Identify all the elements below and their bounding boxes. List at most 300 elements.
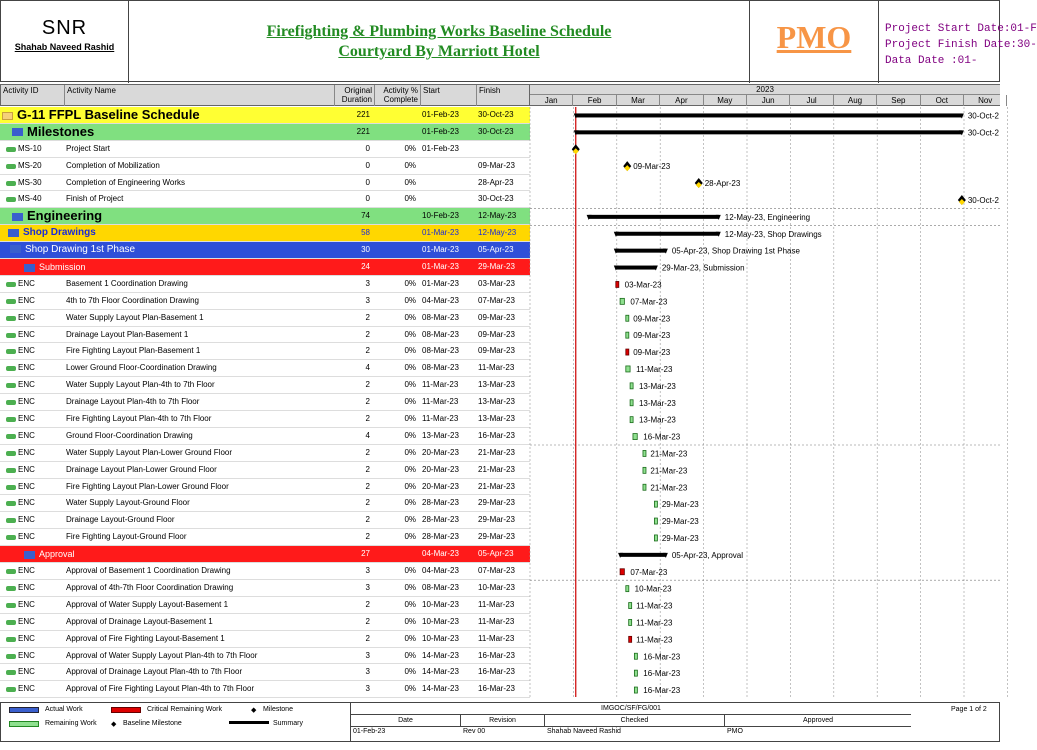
finish-date: 09-Mar-23 xyxy=(478,160,515,170)
activity-id: ENC xyxy=(0,631,64,647)
percent-complete: 0% xyxy=(404,177,416,187)
start-date: 01-Mar-23 xyxy=(422,228,459,238)
percent-complete: 0% xyxy=(404,616,416,626)
start-date: 08-Mar-23 xyxy=(422,582,459,592)
bar-label: 07-Mar-23 xyxy=(630,297,668,307)
start-date: 04-Mar-23 xyxy=(422,566,459,576)
activity-bar[interactable] xyxy=(643,450,646,456)
finish-date: 12-May-23 xyxy=(478,228,517,238)
start-date: 08-Mar-23 xyxy=(422,346,459,356)
activity-name: Fire Fighting Layout Plan-Lower Ground Floor xyxy=(66,481,229,491)
duration: 2 xyxy=(365,346,370,356)
activity-row[interactable] xyxy=(0,175,530,192)
activity-row[interactable] xyxy=(0,597,530,614)
col-activity-name[interactable]: Activity Name xyxy=(65,85,335,106)
percent-complete: 0% xyxy=(404,515,416,525)
wbs-name-text: Submission xyxy=(39,262,86,273)
start-date: 11-Mar-23 xyxy=(422,397,459,407)
start-date: 20-Mar-23 xyxy=(422,481,459,491)
activity-name: Drainage Layout Plan-4th to 7th Floor xyxy=(66,397,200,407)
document-number: IMGOC/SF/FG/001 xyxy=(351,703,911,715)
duration: 2 xyxy=(365,532,370,542)
activity-bar[interactable] xyxy=(626,315,629,321)
percent-complete: 0% xyxy=(404,143,416,153)
timeline-year: 2023 xyxy=(530,85,1000,95)
col-activity-id[interactable]: Activity ID xyxy=(1,85,65,106)
activity-row[interactable] xyxy=(0,512,530,529)
duration: 2 xyxy=(365,599,370,609)
critical-activity-bar[interactable] xyxy=(629,636,632,642)
critical-activity-bar[interactable] xyxy=(616,281,619,287)
activity-row[interactable] xyxy=(0,158,530,175)
actual-work-swatch xyxy=(9,707,39,713)
duration: 4 xyxy=(365,363,370,373)
activity-id: ENC xyxy=(0,681,64,697)
finish-date: 13-Mar-23 xyxy=(478,380,515,390)
summary-swatch xyxy=(229,721,269,724)
start-date xyxy=(420,158,474,174)
start-date: 14-Mar-23 xyxy=(422,650,459,660)
wbs-name-text: Approval xyxy=(39,549,75,560)
activity-name: Fire Fighting Layout Plan-4th to 7th Floor xyxy=(66,414,212,424)
activity-id: ENC xyxy=(0,377,64,393)
wbs-name-text: Shop Drawing 1st Phase xyxy=(25,244,136,256)
wbs-icon xyxy=(12,128,23,136)
percent-complete: 0% xyxy=(404,464,416,474)
activity-bar[interactable] xyxy=(626,366,630,372)
duration: 2 xyxy=(365,633,370,643)
activity-id: ENC xyxy=(0,462,64,478)
month-jun: Jun xyxy=(747,95,790,106)
wbs-row[interactable] xyxy=(0,107,530,124)
activity-name: Water Supply Layout-Ground Floor xyxy=(66,498,190,508)
percent-complete: 0% xyxy=(404,667,416,677)
bar-label: 29-Mar-23 xyxy=(661,533,699,543)
duration: 24 xyxy=(361,262,370,272)
activity-row[interactable] xyxy=(0,343,530,360)
finish-date: 09-Mar-23 xyxy=(478,346,515,356)
duration: 3 xyxy=(365,684,370,694)
finish-date: 13-Mar-23 xyxy=(478,414,515,424)
bar-label: 13-Mar-23 xyxy=(638,381,676,391)
duration: 74 xyxy=(361,211,370,221)
activity-row[interactable] xyxy=(0,276,530,293)
summary-bar[interactable] xyxy=(589,215,719,219)
remaining-work-swatch xyxy=(9,721,39,727)
activity-row[interactable] xyxy=(0,479,530,496)
start-date: 10-Feb-23 xyxy=(422,211,459,221)
duration: 58 xyxy=(361,228,370,238)
bar-label: 12-May-23, Shop Drawings xyxy=(724,229,822,239)
percent-complete: 0% xyxy=(404,363,416,373)
activity-name: Fire Fighting Layout Plan-Basement 1 xyxy=(66,346,201,356)
wbs-icon xyxy=(10,245,21,253)
activity-row[interactable] xyxy=(0,445,530,462)
wbs-row[interactable] xyxy=(0,225,530,242)
bar-label: 29-Mar-23 xyxy=(661,517,699,527)
col-finish[interactable]: Finish xyxy=(477,85,531,106)
month-oct: Oct xyxy=(921,95,964,106)
duration: 2 xyxy=(365,447,370,457)
wbs-icon xyxy=(8,229,19,237)
activity-id: ENC xyxy=(0,648,64,664)
col-start[interactable]: Start xyxy=(421,85,477,106)
logo-subtext: Shahab Naveed Rashid xyxy=(14,42,115,52)
activity-name: Completion of Engineering Works xyxy=(66,177,186,187)
percent-complete: 0% xyxy=(404,295,416,305)
activity-bar[interactable] xyxy=(643,484,646,490)
finish-date: 16-Mar-23 xyxy=(478,650,515,660)
finish-date xyxy=(476,141,530,157)
percent-complete: 0% xyxy=(404,532,416,542)
duration: 2 xyxy=(365,498,370,508)
start-date: 01-Mar-23 xyxy=(422,262,459,272)
activity-row[interactable] xyxy=(0,529,530,546)
date-header: Date xyxy=(351,715,461,727)
checked-header: Checked xyxy=(545,715,725,727)
bar-label: 29-Mar-23, Submission xyxy=(661,263,745,273)
activity-name: Approval of Drainage Layout Plan-4th to 7th Floor xyxy=(66,667,243,677)
bar-label: 21-Mar-23 xyxy=(650,483,688,493)
revision-block xyxy=(351,703,911,741)
finish-date: 05-Apr-23 xyxy=(478,245,514,255)
revision-value: Rev 00 xyxy=(463,728,486,735)
start-date xyxy=(420,175,474,191)
percent-complete xyxy=(374,107,418,123)
activity-id: ENC xyxy=(0,327,64,343)
start-date: 10-Mar-23 xyxy=(422,616,459,626)
activity-bar[interactable] xyxy=(630,383,633,389)
start-date: 10-Mar-23 xyxy=(422,633,459,643)
bar-label: 16-Mar-23 xyxy=(643,669,681,679)
activity-row[interactable] xyxy=(0,614,530,631)
bar-label: 07-Mar-23 xyxy=(630,567,668,577)
start-date: 11-Mar-23 xyxy=(422,414,459,424)
activity-name xyxy=(24,546,332,562)
activity-bar[interactable] xyxy=(654,501,657,507)
activity-id: ENC xyxy=(0,580,64,596)
percent-complete xyxy=(374,124,418,140)
activity-bar[interactable] xyxy=(629,619,632,625)
schedule-title xyxy=(129,1,749,83)
duration: 221 xyxy=(356,110,370,119)
bar-label: 16-Mar-23 xyxy=(643,652,681,662)
start-date: 01-Feb-23 xyxy=(422,126,459,136)
activity-name: Water Supply Layout Plan-4th to 7th Floor xyxy=(66,380,215,390)
percent-complete: 0% xyxy=(404,566,416,576)
activity-bar[interactable] xyxy=(654,535,657,541)
finish-date: 30-Oct-23 xyxy=(478,194,514,204)
start-date: 04-Mar-23 xyxy=(422,549,459,559)
activity-row[interactable] xyxy=(0,664,530,681)
activity-row[interactable] xyxy=(0,394,530,411)
bar-label: 12-May-23, Engineering xyxy=(724,212,811,222)
project-start-date: Project Start Date:01-F xyxy=(885,23,1037,35)
col-duration[interactable]: Original Duration xyxy=(335,85,375,106)
finish-date: 16-Mar-23 xyxy=(478,430,515,440)
start-date: 20-Mar-23 xyxy=(422,464,459,474)
wbs-row[interactable] xyxy=(0,208,530,225)
wbs-row[interactable] xyxy=(0,546,530,563)
date-value: 01-Feb-23 xyxy=(353,728,386,735)
project-dates xyxy=(885,21,1037,69)
activity-row[interactable] xyxy=(0,631,530,648)
month-may: May xyxy=(704,95,747,106)
finish-date: 16-Mar-23 xyxy=(478,667,515,677)
start-date: 01-Mar-23 xyxy=(422,245,459,255)
percent-complete: 0% xyxy=(404,312,416,322)
percent-complete: 0% xyxy=(404,194,416,204)
percent-complete: 0% xyxy=(404,684,416,694)
activity-table xyxy=(0,107,530,698)
bar-label: 21-Mar-23 xyxy=(650,449,688,459)
activity-name: Fire Fighting Layout-Ground Floor xyxy=(66,532,187,542)
report-header xyxy=(0,0,1037,82)
bar-label: 29-Mar-23 xyxy=(661,500,699,510)
bar-label: 11-Mar-23 xyxy=(636,635,673,645)
activity-name: Completion of Mobilization xyxy=(66,160,160,170)
start-date: 20-Mar-23 xyxy=(422,447,459,457)
legend-actual: Actual Work xyxy=(45,706,83,713)
activity-id: ENC xyxy=(0,293,64,309)
finish-date: 10-Mar-23 xyxy=(478,582,515,592)
activity-id: ENC xyxy=(0,310,64,326)
activity-bar[interactable] xyxy=(626,332,629,338)
activity-bar[interactable] xyxy=(633,434,637,440)
duration: 3 xyxy=(365,650,370,660)
finish-date: 09-Mar-23 xyxy=(478,312,515,322)
activity-name: Approval of Water Supply Layout Plan-4th to 7th Floor xyxy=(66,650,258,660)
summary-bar[interactable] xyxy=(616,232,719,236)
activity-name: Drainage Layout-Ground Floor xyxy=(66,515,175,525)
percent-complete xyxy=(374,225,418,241)
activity-name: Drainage Layout Plan-Lower Ground Floor xyxy=(66,464,217,474)
finish-date: 11-Mar-23 xyxy=(478,633,515,643)
folder-icon xyxy=(2,112,13,120)
percent-complete xyxy=(374,208,418,224)
summary-bar[interactable] xyxy=(616,249,666,253)
bar-label: 30-Oct-2 xyxy=(967,195,999,205)
percent-complete: 0% xyxy=(404,650,416,660)
activity-bar[interactable] xyxy=(630,417,633,423)
activity-name: Water Supply Layout Plan-Lower Ground Floor xyxy=(66,447,233,457)
activity-row[interactable] xyxy=(0,377,530,394)
activity-name: Approval of Drainage Layout-Basement 1 xyxy=(66,616,213,626)
wbs-icon xyxy=(24,264,35,272)
revision-header: Revision xyxy=(461,715,545,727)
activity-bar[interactable] xyxy=(654,518,657,524)
finish-date: 30-Oct-23 xyxy=(478,110,514,119)
activity-name: Basement 1 Coordination Drawing xyxy=(66,278,188,288)
summary-bar[interactable] xyxy=(620,553,666,557)
finish-date: 16-Mar-23 xyxy=(478,684,515,694)
duration: 0 xyxy=(365,160,370,170)
wbs-icon xyxy=(12,213,23,221)
start-date: 14-Mar-23 xyxy=(422,667,459,677)
activity-id: ENC xyxy=(0,428,64,444)
duration: 2 xyxy=(365,464,370,474)
percent-complete: 0% xyxy=(404,397,416,407)
activity-bar[interactable] xyxy=(620,298,624,304)
start-date: 11-Mar-23 xyxy=(422,380,459,390)
start-date: 28-Mar-23 xyxy=(422,515,459,525)
legend-summary: Summary xyxy=(273,720,303,727)
wbs-row[interactable] xyxy=(0,259,530,276)
activity-row[interactable] xyxy=(0,411,530,428)
activity-name: Lower Ground Floor-Coordination Drawing xyxy=(66,363,217,373)
timeline-header xyxy=(530,84,1000,106)
activity-name xyxy=(12,124,332,140)
activity-id: ENC xyxy=(0,360,64,376)
percent-complete: 0% xyxy=(404,599,416,609)
wbs-name-text: Milestones xyxy=(27,123,95,139)
finish-date: 07-Mar-23 xyxy=(478,295,515,305)
activity-name: Finish of Project xyxy=(66,194,124,204)
activity-id: ENC xyxy=(0,343,64,359)
start-date: 28-Mar-23 xyxy=(422,532,459,542)
activity-id: MS-10 xyxy=(0,141,64,157)
gantt-chart xyxy=(530,107,1000,697)
activity-row[interactable] xyxy=(0,293,530,310)
activity-name: Water Supply Layout Plan-Basement 1 xyxy=(66,312,204,322)
bar-label: 05-Apr-23, Shop Drawing 1st Phase xyxy=(671,246,800,256)
activity-name xyxy=(12,208,332,224)
activity-id: ENC xyxy=(0,445,64,461)
activity-row[interactable] xyxy=(0,580,530,597)
wbs-row[interactable] xyxy=(0,242,530,259)
activity-row[interactable] xyxy=(0,327,530,344)
activity-name: Approval of Water Supply Layout-Basement 1 xyxy=(66,599,229,609)
activity-id: ENC xyxy=(0,563,64,579)
activity-name: Approval of Fire Fighting Layout-Basement 1 xyxy=(66,633,225,643)
activity-row[interactable] xyxy=(0,360,530,377)
finish-date: 11-Mar-23 xyxy=(478,363,515,373)
duration: 2 xyxy=(365,414,370,424)
approved-value: PMO xyxy=(727,728,743,735)
activity-row[interactable] xyxy=(0,141,530,158)
month-apr: Apr xyxy=(660,95,703,106)
start-date: 04-Mar-23 xyxy=(422,295,459,305)
duration: 3 xyxy=(365,566,370,576)
activity-id: MS-40 xyxy=(0,191,64,207)
activity-name xyxy=(2,107,332,123)
activity-bar[interactable] xyxy=(634,687,637,693)
finish-date: 21-Mar-23 xyxy=(478,447,515,457)
activity-row[interactable] xyxy=(0,648,530,665)
finish-date: 03-Mar-23 xyxy=(478,278,515,288)
duration: 3 xyxy=(365,278,370,288)
start-date: 10-Mar-23 xyxy=(422,599,459,609)
page-number: Page 1 of 2 xyxy=(951,706,987,713)
activity-id: ENC xyxy=(0,664,64,680)
wbs-name-text: Engineering xyxy=(27,208,103,224)
bar-label: 30-Oct-2 xyxy=(967,111,999,121)
activity-bar[interactable] xyxy=(630,400,633,406)
duration: 2 xyxy=(365,397,370,407)
activity-bar[interactable] xyxy=(629,603,632,609)
activity-id: ENC xyxy=(0,495,64,511)
percent-complete: 0% xyxy=(404,160,416,170)
activity-row[interactable] xyxy=(0,310,530,327)
activity-bar[interactable] xyxy=(634,653,637,659)
legend-milestone: Milestone xyxy=(263,706,293,713)
duration: 2 xyxy=(365,515,370,525)
legend-footer xyxy=(0,702,1000,742)
activity-id: ENC xyxy=(0,479,64,495)
col-complete[interactable]: Activity % Complete xyxy=(375,85,421,106)
percent-complete: 0% xyxy=(404,346,416,356)
bar-label: 21-Mar-23 xyxy=(650,466,688,476)
activity-id: ENC xyxy=(0,512,64,528)
month-aug: Aug xyxy=(834,95,877,106)
finish-date: 11-Mar-23 xyxy=(478,599,515,609)
wbs-icon xyxy=(24,551,35,559)
start-date: 13-Mar-23 xyxy=(422,430,459,440)
activity-row[interactable] xyxy=(0,428,530,445)
percent-complete: 0% xyxy=(404,582,416,592)
finish-date: 07-Mar-23 xyxy=(478,566,515,576)
bar-label: 05-Apr-23, Approval xyxy=(671,550,744,560)
percent-complete: 0% xyxy=(404,278,416,288)
activity-row[interactable] xyxy=(0,681,530,698)
duration: 221 xyxy=(356,126,370,136)
duration: 30 xyxy=(361,245,370,255)
critical-activity-bar[interactable] xyxy=(620,569,624,575)
bar-label: 28-Apr-23 xyxy=(704,179,741,189)
activity-name: Ground Floor-Coordination Drawing xyxy=(66,430,193,440)
title-line-2: Courtyard By Marriott Hotel xyxy=(338,43,540,60)
wbs-name-text: Shop Drawings xyxy=(23,227,96,239)
activity-name: Drainage Layout Plan-Basement 1 xyxy=(66,329,189,339)
finish-date: 05-Apr-23 xyxy=(478,549,514,559)
bar-label: 11-Mar-23 xyxy=(636,618,673,628)
summary-bar[interactable] xyxy=(576,130,962,134)
finish-date: 29-Mar-23 xyxy=(478,515,515,525)
finish-date: 12-May-23 xyxy=(478,211,517,221)
activity-bar[interactable] xyxy=(643,467,646,473)
bar-label: 13-Mar-23 xyxy=(638,415,676,425)
start-date: 08-Mar-23 xyxy=(422,363,459,373)
percent-complete xyxy=(374,242,418,258)
critical-activity-bar[interactable] xyxy=(626,349,629,355)
duration: 3 xyxy=(365,295,370,305)
activity-row[interactable] xyxy=(0,191,530,208)
duration: 3 xyxy=(365,667,370,677)
month-jan: Jan xyxy=(530,95,573,106)
bar-label: 03-Mar-23 xyxy=(624,280,662,290)
duration: 3 xyxy=(365,582,370,592)
percent-complete: 0% xyxy=(404,498,416,508)
duration: 4 xyxy=(365,430,370,440)
wbs-row[interactable] xyxy=(0,124,530,141)
activity-name xyxy=(8,225,332,241)
summary-bar[interactable] xyxy=(616,266,656,270)
activity-row[interactable] xyxy=(0,462,530,479)
legend-baseline-ms: Baseline Milestone xyxy=(123,720,182,727)
activity-row[interactable] xyxy=(0,563,530,580)
bar-label: 11-Mar-23 xyxy=(636,601,673,611)
activity-bar[interactable] xyxy=(626,586,629,592)
percent-complete: 0% xyxy=(404,481,416,491)
duration: 2 xyxy=(365,329,370,339)
activity-bar[interactable] xyxy=(634,670,637,676)
activity-row[interactable] xyxy=(0,495,530,512)
activity-name xyxy=(10,242,332,258)
summary-bar[interactable] xyxy=(576,113,962,117)
activity-name: 4th to 7th Floor Coordination Drawing xyxy=(66,295,199,305)
start-date: 01-Feb-23 xyxy=(422,143,459,153)
critical-work-swatch xyxy=(111,707,141,713)
